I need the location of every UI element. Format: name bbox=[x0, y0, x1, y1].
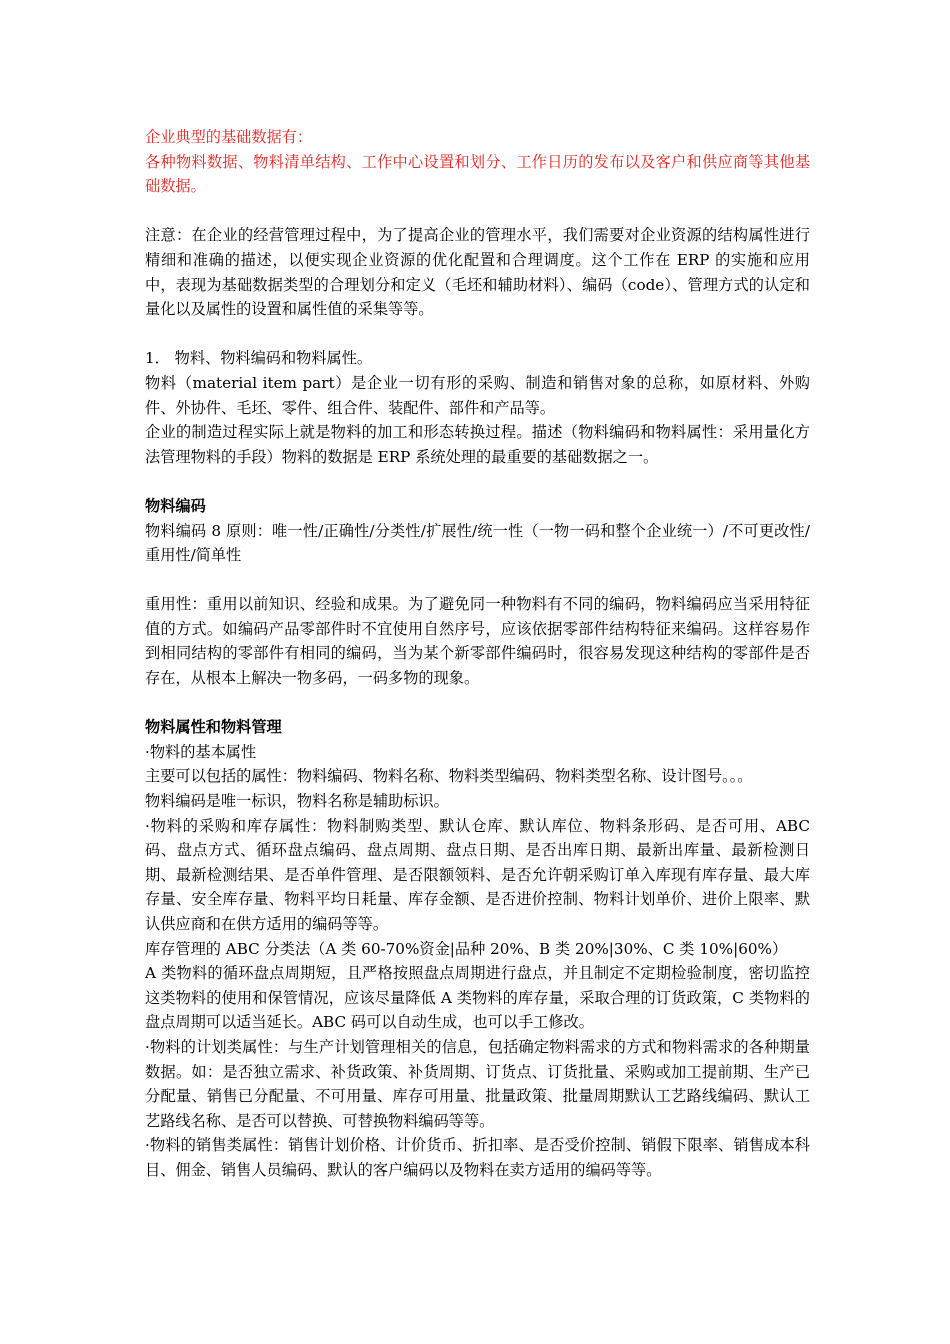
intro-text: 各种物料数据、物料清单结构、工作中心设置和划分、工作日历的发布以及客户和供应商等其他基础数据。 bbox=[145, 152, 810, 196]
spacer bbox=[145, 469, 810, 494]
spacer bbox=[145, 691, 810, 716]
spacer bbox=[145, 322, 810, 347]
attributes-heading: 物料属性和物料管理 bbox=[145, 718, 282, 737]
attributes-purchase: ·物料的采购和库存属性：物料制购类型、默认仓库、默认库位、物料条形码、是否可用、ABC 码、盘点方式、循环盘点编码、盘点周期、盘点日期、是否出库日期、最新出库量、最新检测日期、最新检测结果、是否单件管理、是否限额领料、是否允许朝采购订单入库现有库存量、最大库存量、安全库存量、物料平均日耗量、库存金额、是否进价控制、物料计划单价、进价上限率、默认供应商和在供方适用的编码等等。 bbox=[145, 816, 810, 933]
intro-title: 企业典型的基础数据有： bbox=[145, 128, 313, 146]
spacer bbox=[145, 199, 810, 224]
attributes-abc: 库存管理的 ABC 分类法（A 类 60-70%资金|品种 20%、B 类 20%|30%、C 类 10%|60%） bbox=[145, 939, 788, 958]
coding-principles: 物料编码 8 原则：唯一性/正确性/分类性/扩展性/统一性（一物一码和整个企业统一）/不可更改性/重用性/简单性 bbox=[145, 521, 810, 565]
attributes-abc-detail: A 类物料的循环盘点周期短，且严格按照盘点周期进行盘点，并且制定不定期检验制度，密切监控这类物料的使用和保管情况，应该尽量降低 A 类物料的库存量，采取合理的订货政策，C 类物料的盘点周期可以适当延长。ABC 码可以自动生成，也可以手工修改。 bbox=[145, 964, 810, 1032]
coding-heading: 物料编码 bbox=[145, 496, 206, 515]
section1-paragraph-1: 物料（material item part）是企业一切有形的采购、制造和销售对象的总称，如原材料、外购件、外协件、毛坯、零件、组合件、装配件、部件和产品等。 bbox=[145, 373, 810, 417]
attributes-basic-title: ·物料的基本属性 bbox=[145, 742, 257, 761]
note-paragraph: 注意：在企业的经营管理过程中，为了提高企业的管理水平，我们需要对企业资源的结构属性进行精细和准确的描述，以便实现企业资源的优化配置和合理调度。这个工作在 ERP 的实施和应用中，表现为基础数据类型的合理划分和定义（毛坯和辅助材料）、编码（code）、管理方式的认定和量化以及属性的设置和属性值的采集等等。 bbox=[145, 226, 810, 319]
section1-paragraph-2: 企业的制造过程实际上就是物料的加工和形态转换过程。描述（物料编码和物料属性：采用量化方法管理物料的手段）物料的数据是 ERP 系统处理的最重要的基础数据之一。 bbox=[145, 423, 810, 466]
attributes-sales: ·物料的销售类属性：销售计划价格、计价货币、折扣率、是否受价控制、销假下限率、销售成本科目、佣金、销售人员编码、默认的客户编码以及物料在卖方适用的编码等等。 bbox=[145, 1136, 810, 1179]
attributes-identity: 物料编码是唯一标识，物料名称是辅助标识。 bbox=[145, 792, 449, 811]
attributes-basic-text: 主要可以包括的属性：物料编码、物料名称、物料类型编码、物料类型名称、设计图号。。。 bbox=[145, 767, 753, 786]
spacer bbox=[145, 568, 810, 593]
document-page bbox=[145, 125, 810, 1183]
coding-reuse: 重用性：重用以前知识、经验和成果。为了避免同一种物料有不同的编码，物料编码应当采用特征值的方式。如编码产品零部件时不宜使用自然序号，应该依据零部件结构特征来编码。这样容易作到相同结构的零部件有相同的编码，当为某个新零部件编码时，很容易发现这种结构的零部件是否存在，从根本上解决一物多码，一码多物的现象。 bbox=[145, 595, 810, 688]
attributes-planning: ·物料的计划类属性：与生产计划管理相关的信息，包括确定物料需求的方式和物料需求的各种期量数据。如：是否独立需求、补货政策、补货周期、订货点、订货批量、采购或加工提前期、生产已分配量、销售已分配量、不可用量、库存可用量、批量政策、批量周期默认工艺路线编码、默认工艺路线名称、是否可以替换、可替换物料编码等等。 bbox=[145, 1037, 810, 1130]
section1-title: 1． 物料、物料编码和物料属性。 bbox=[145, 349, 373, 368]
